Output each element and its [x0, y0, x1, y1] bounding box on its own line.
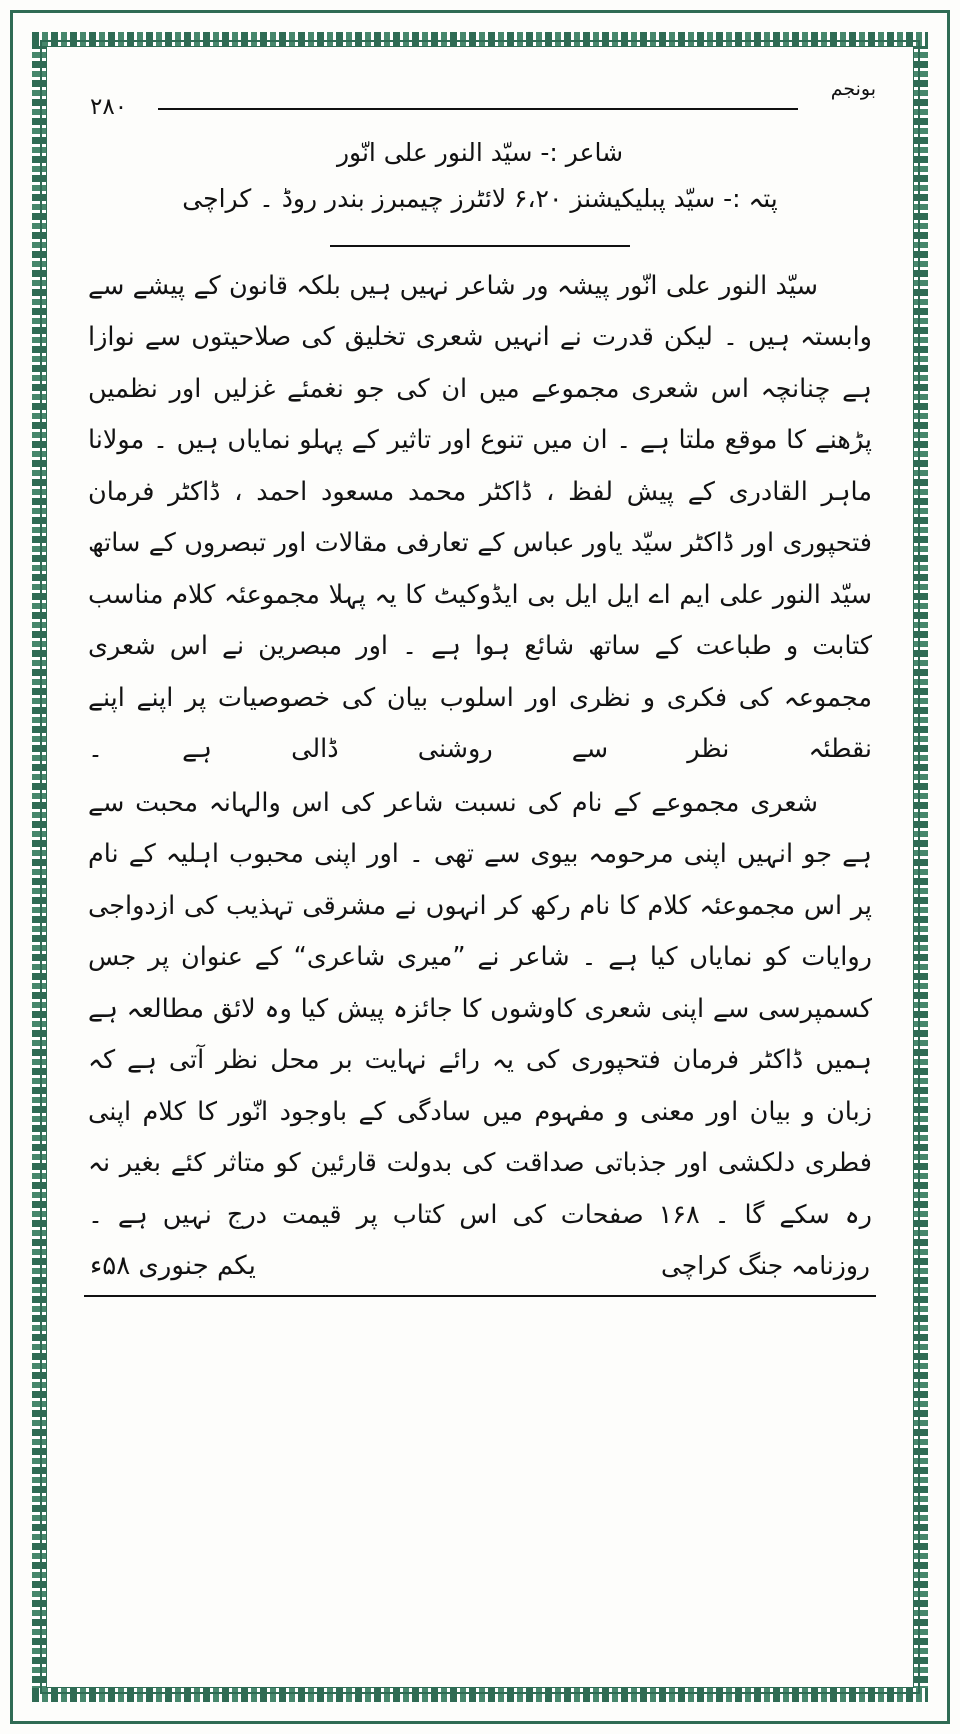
poet-line: شاعر :- سیّد النور علی انّور	[336, 138, 624, 167]
header-rule	[158, 108, 798, 110]
signature-block	[84, 1251, 876, 1281]
review-body	[84, 257, 876, 1242]
page-content	[62, 62, 898, 1672]
page-number: ۲۸۰	[90, 94, 128, 120]
corner-mark-text: بونجم	[830, 78, 876, 100]
publication-meta	[84, 130, 876, 223]
address-line: پتہ :- سیّد پبلیکیشنز ۶،۲۰ لائٹرز چیمبرز بندر روڈ ۔ کراچی	[182, 184, 778, 214]
body-paragraph: شعری مجموعے کے نام کی نسبت شاعر کی اس والہانہ محبت سے ہے جو انہیں اپنی مرحومہ بیوی سے تھی ۔ اور اپنی محبوب اہلیہ کے نام پر اس مجموعئہ کلام کا نام رکھ کر انہوں نے مشرقی تہذیب کی ازدواجی روایات کو نمایاں کیا ہے ۔ شاعر نے ”میری شاعری“ کے عنوان پر جس کسمپرسی سے اپنی شعری کاوشوں کا جائزہ پیش کیا وہ لائق مطالعہ ہے ہمیں ڈاکٹر فرمان فتحپوری کی یہ رائے نہایت بر محل نظر آتی ہے کہ زبان و بیان اور معنی و مفہوم میں سادگی کے باوجود انّور کا کلام اپنی فطری دلکشی اور جذباتی صداقت کی بدولت قارئین کو متاثر کئے بغیر نہ رہ سکے گا ۔ ۱۶۸ صفحات کی اس کتاب پر قیمت درج نہیں ہے ۔	[88, 787, 872, 1230]
signature-date: یکم جنوری ۵۸ء	[90, 1251, 256, 1281]
page-header	[84, 78, 876, 124]
section-divider	[330, 245, 630, 247]
bottom-rule	[84, 1295, 876, 1297]
body-paragraph: سیّد النور علی انّور پیشہ ور شاعر نہیں ہیں بلکہ قانون کے پیشے سے وابستہ ہیں ۔ لیکن قدرت نے انہیں شعری تخلیق کی صلاحیتوں سے نوازا ہے چنانچہ اس شعری مجموعے میں ان کی جو نغمئے غزلیں اور نظمیں پڑھنے کا موقع ملتا ہے ۔ ان میں تنوع اور تاثیر کے پہلو نمایاں ہیں ۔ مولانا ماہر القادری کے پیش لفظ ، ڈاکٹر محمد مسعود احمد ، ڈاکٹر فرمان فتحپوری اور ڈاکٹر سیّد یاور عباس کے تعارفی مقالات اور تبصروں کے ساتھ سیّد النور علی ایم اے ایل ایل بی ایڈوکیٹ کا یہ پہلا مجموعئہ کلام مناسب کتابت و طباعت کے ساتھ شائع ہوا ہے ۔ اور مبصرین نے اس شعری مجموعہ کی فکری و نظری اور اسلوب بیان کی خصوصیات پر اپنے اپنے نقطئہ نظر سے روشنی ڈالی ہے ۔	[88, 270, 872, 764]
signature-publication: روزنامہ جنگ کراچی	[660, 1251, 870, 1280]
